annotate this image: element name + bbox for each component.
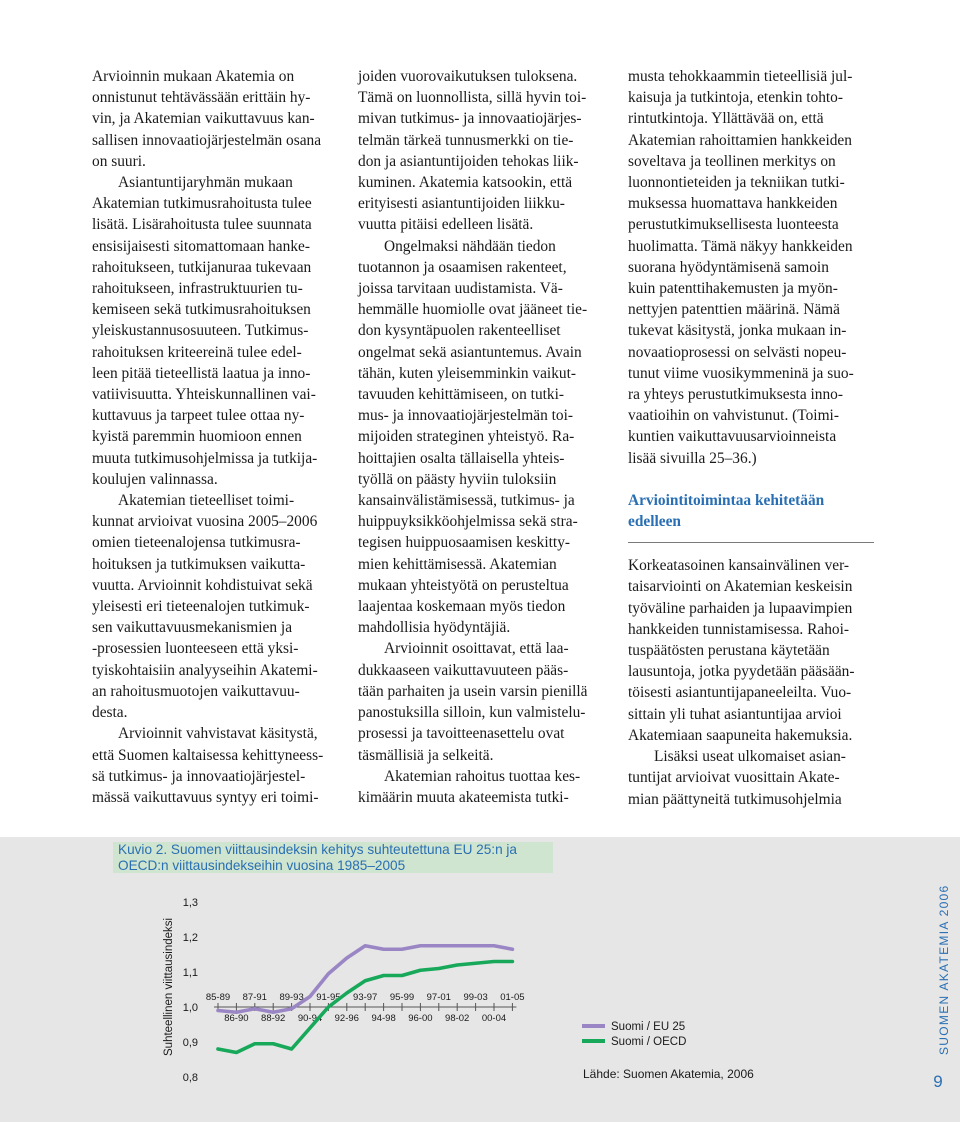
x-tick-label: 00-04: [481, 1013, 507, 1024]
y-tick-label: 1,1: [182, 967, 198, 979]
legend-label: Suomi / EU 25: [611, 1021, 686, 1033]
x-tick-label: 91-95: [316, 992, 341, 1003]
y-tick-label: 1,3: [182, 897, 198, 909]
text-column-1: [92, 66, 338, 808]
y-tick-label: 0,8: [182, 1072, 198, 1084]
figure-source: Lähde: Suomen Akatemia, 2006: [583, 1067, 754, 1081]
paragraph: joiden vuorovaikutuksen tuloksena. Tämä on luonnollista, sillä hyvin toi- mivan tutkimus- ja innovaatiojärjes- telmän tärkeä tunnusmerkki on tie- don ja asiantuntijoiden tehokas liik- kuminen. Akatemia katsookin, että erityisesti asiantuntijoiden liikku- vuutta pitäisi edelleen lisätä.: [358, 68, 587, 234]
text-column-3: [628, 66, 874, 810]
x-tick-label: 95-99: [389, 992, 415, 1003]
paragraph: Arvioinnit osoittavat, että laa- dukkaaseen vaikuttavuuteen pääs- tään parhaiten ja usein varsin pienillä panostuksilla silloin, kun valmistelu- prosessi ja tavoitteenasettelu ovat täsmällisiä ja selkeitä.: [358, 640, 588, 764]
paragraph: Arvioinnit vahvistavat käsitystä, että Suomen kaltaisessa kehittyneess- sä tutkimus- ja innovaatiojärjestel- mässä vaikuttavuus syntyy eri toimi-: [92, 725, 324, 806]
x-tick-label: 98-02: [445, 1013, 470, 1024]
paragraph: Lisäksi useat ulkomaiset asian- tuntijat arvioivat vuosittain Akate- mian päättyneitä tutkimusohjelmia: [628, 748, 846, 808]
x-tick-label: 97-01: [426, 992, 451, 1003]
y-axis: [183, 897, 198, 1084]
x-tick-label: 01-05: [500, 992, 525, 1003]
x-tick-label: 85-89: [205, 992, 231, 1003]
y-tick-label: 1,2: [182, 932, 198, 944]
legend: [582, 1021, 686, 1048]
x-tick-label: 93-97: [353, 992, 378, 1003]
paragraph: Ongelmaksi nähdään tiedon tuotannon ja osaamisen rakenteet, joissa tarvitaan uudistamista. Vä- hemmälle huomiolle ovat jääneet tie- don kysyntäpuolen rakenteelliset ongelmat sekä asiantuntemus. Avain tähän, kuten yleisemminkin vaikut- tavuuden kehittämiseen, on tutki- mus- ja innovaatiojärjestelmän toi- mijoiden strateginen yhteistyö. Ra- hoittajien osalta tällaisella yhteis- työllä on päästy hyviin tuloksiin kansainvälistämisessä, tutkimus- ja huippuyksikköohjelmissa sekä stra- tegisen huippuosaamisen keskitty- mien kehittämisessä. Akatemian mukaan yhteistyötä on perusteltua laajentaa koskemaan myös tiedon mahdollisia hyödyntäjiä.: [358, 237, 588, 637]
x-tick-label: 94-98: [371, 1013, 396, 1024]
x-tick-label: 90-94: [297, 1013, 323, 1024]
legend-label: Suomi / OECD: [611, 1036, 687, 1048]
citation-index-line-chart: [150, 878, 710, 1098]
y-axis-label: Suhteellinen viittausindeksi: [163, 917, 175, 1056]
paragraph: Akatemian rahoitus tuottaa kes- kimäärin muuta akateemista tutki-: [358, 767, 581, 806]
paragraph: Asiantuntijaryhmän mukaan Akatemian tutkimusrahoitusta tulee lisätä. Lisärahoitusta tulee suunnata ensisijaisesti sitomattomaan hanke- rahoitukseen, tutkijanuraa tukevaan rahoitukseen, infrastruktuurien tu- kemiseen sekä tutkimusrahoituksen yleiskustannusosuuteen. Tutkimus- rahoituksen kriteereinä tulee edel- leen pitää tieteellistä laatua ja inno- vatiivisuutta. Yhteiskunnallinen vai- kuttavuus ja tarpeet tulee ottaa ny- kyistä paremmin huomioon ennen muuta tutkimusohjelmissa ja tutkija- koulujen valinnassa.: [92, 174, 318, 488]
text-column-2: [358, 66, 604, 808]
x-tick-label: 89-93: [279, 992, 304, 1003]
y-tick-label: 0,9: [182, 1037, 198, 1049]
paragraph: Akatemian tieteelliset toimi- kunnat arvioivat vuosina 2005–2006 omien tieteenalojensa tutkimusra- hoituksen ja tutkimuksen vaikutta- vuutta. Arvioinnit kohdistuivat sekä yleisesti eri tieteenalojen tutkimuk- sen vaikuttavuusmekanismien ja -prosessien luonteeseen että yksi- tyiskohtaisiin analyyseihin Akatemi- an rahoitusmuotojen vaikuttavuu- desta.: [92, 492, 318, 722]
x-tick-label: 88-92: [261, 1013, 286, 1024]
paragraph: Arvioinnin mukaan Akatemia on onnistunut tehtävässään erittäin hy- vin, ja Akatemian vaikuttavuus kan- sallisen innovaatiojärjestelmän osana on suuri.: [92, 68, 322, 170]
page-number: 9: [933, 1072, 943, 1091]
y-tick-label: 1,0: [182, 1002, 198, 1014]
figure-caption: Kuvio 2. Suomen viittausindeksin kehitys suhteutettuna EU 25:n ja OECD:n viittausindekseihin vuosina 1985–2005: [118, 842, 517, 873]
section-heading: Arviointitoimintaa kehitetään edelleen: [628, 490, 874, 543]
x-tick-label: 99-03: [463, 992, 488, 1003]
publication-name-vertical: SUOMEN AKATEMIA 2006: [937, 884, 951, 1055]
x-tick-label: 96-00: [408, 1013, 433, 1024]
paragraph: musta tehokkaammin tieteellisiä jul- kaisuja ja tutkintoja, etenkin tohto- rintutkintoja. Yllättävää on, että Akatemian rahoittamien hankkeiden soveltava ja teollinen merkitys on luonnontieteiden ja tekniikan tutki- muksessa huomattava hankkeiden perustutkimuksellisesta luonteesta huolimatta. Tämä näkyy hankkeiden suorana hyödyntämisenä samoin kuin patenttihakemusten ja myön- nettyjen patenttien määrinä. Nämä tukevat käsitystä, jonka mukaan in- novaatioprosessi on selvästi nopeu- tunut viime vuosikymmeninä ja suo- ra yhteys perustutkimuksesta inno- vaatioihin on vahvistunut. (Toimi- kuntien vaikuttavuusarvioinneista lisää sivuilla 25–36.): [628, 68, 854, 467]
x-tick-label: 87-91: [242, 992, 267, 1003]
x-tick-label: 92-96: [334, 1013, 359, 1024]
x-tick-label: 86-90: [224, 1013, 249, 1024]
paragraph: Korkeatasoinen kansainvälinen ver- taisarviointi on Akatemian keskeisin työväline parhaiden ja lupaavimpien hankkeiden tunnistamisessa. Rahoi- tuspäätösten perustana käytetään lausuntoja, jotka pyydetään pääsään- töisesti asiantuntijapaneeleilta. Vuo- sittain yli tuhat asiantuntijaa arvioi Akatemiaan saapuneita hakemuksia.: [628, 557, 855, 744]
